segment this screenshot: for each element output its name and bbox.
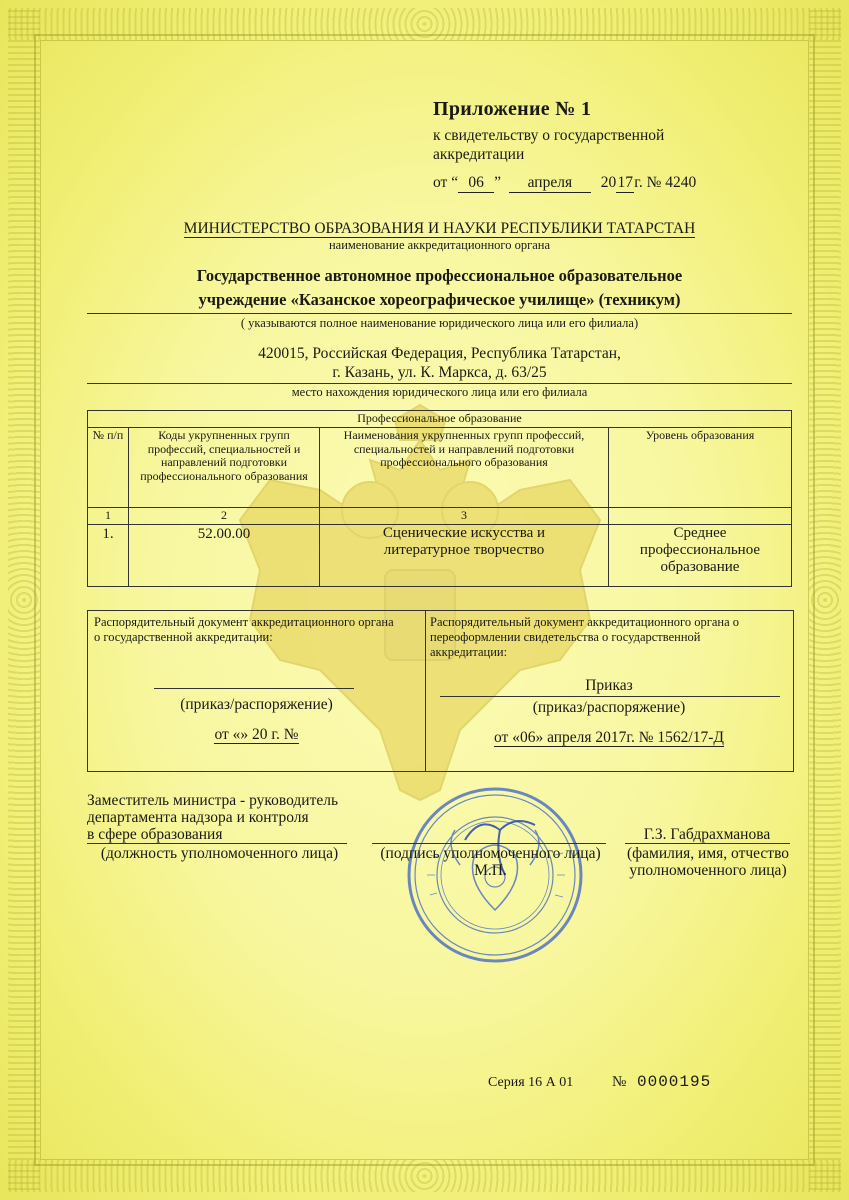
organization-caption: ( указываются полное наименование юридического лица или его филиала) <box>240 316 639 330</box>
documents-box <box>87 610 794 772</box>
authority-caption: наименование аккредитационного органа <box>328 238 551 252</box>
date-prefix: от “ <box>433 174 459 191</box>
column-number-4 <box>609 507 792 524</box>
date-line <box>433 174 696 193</box>
signature-caption: (подпись уполномоченного лица) <box>380 845 601 862</box>
column-number-2: 2 <box>129 507 320 524</box>
date-day: 06 <box>458 174 494 193</box>
right-doc-value: Приказ <box>585 677 633 694</box>
person-caption-line1: (фамилия, имя, отчество <box>626 845 790 862</box>
right-doc-type: (приказ/распоряжение) <box>532 699 686 716</box>
position-line3: в сфере образования <box>87 826 223 843</box>
position-line2: департамента надзора и контроля <box>87 809 309 826</box>
footer-number: 0000195 <box>637 1073 712 1091</box>
right-doc-title: Распорядительный документ аккредитационного органа о переоформлении свидетельства о государственной аккредитации: <box>430 615 739 659</box>
date-month: апреля <box>509 174 591 193</box>
authority-name: МИНИСТЕРСТВО ОБРАЗОВАНИЯ И НАУКИ РЕСПУБЛИКИ ТАТАРСТАН <box>183 220 696 237</box>
row-level: Среднее профессиональное образование <box>609 524 792 586</box>
position-caption: (должность уполномоченного лица) <box>100 845 339 862</box>
person-name: Г.З. Габдрахманова <box>643 826 771 843</box>
organization-name-line1: Государственное автономное профессиональное образовательное <box>196 266 683 285</box>
date-mid: ” <box>494 174 501 191</box>
header-code: Коды укрупненных групп профессий, специальностей и направлений подготовки профессионального образования <box>129 427 320 507</box>
appendix-subtitle-line1: к свидетельству о государственной <box>433 127 665 144</box>
address-underline <box>87 383 792 384</box>
person-caption-line2: уполномоченного лица) <box>629 862 787 879</box>
header-name: Наименования укрупненных групп профессий, специальностей и направлений подготовки профессионального образования <box>320 427 609 507</box>
appendix-subtitle-line2: аккредитации <box>433 146 525 163</box>
right-doc-underline <box>440 696 780 697</box>
certificate-number: 4240 <box>665 174 697 191</box>
year-prefix: 20 <box>600 174 617 191</box>
address-line2: г. Казань, ул. К. Маркса, д. 63/25 <box>332 364 547 381</box>
header-level: Уровень образования <box>609 427 792 507</box>
organization-name-line2: учреждение «Казанское хореографическое училище» (техникум) <box>198 290 681 309</box>
organization-underline <box>87 313 792 314</box>
row-name: Сценические искусства и литературное творчество <box>320 524 609 586</box>
year-suffix: 17 <box>617 174 633 191</box>
left-doc-date-text: от «» 20 г. № <box>214 726 299 743</box>
table-section-title: Профессиональное образование <box>88 411 792 428</box>
column-number-1: 1 <box>88 507 129 524</box>
education-table <box>87 410 792 587</box>
column-number-3: 3 <box>320 507 609 524</box>
left-doc-underline <box>154 688 354 689</box>
signature-underline <box>372 843 606 844</box>
left-doc-title: Распорядительный документ аккредитационного органа о государственной аккредитации: <box>94 615 394 644</box>
table-row <box>88 524 792 586</box>
row-code: 52.00.00 <box>129 524 320 586</box>
position-line1: Заместитель министра - руководитель <box>87 792 339 809</box>
left-doc-type: (приказ/распоряжение) <box>180 696 333 713</box>
authority-block <box>87 220 792 238</box>
header-num: № п/п <box>88 427 129 507</box>
right-doc-date-text: от «06» апреля 2017г. № 1562/17-Д <box>494 729 724 746</box>
right-doc-date <box>425 729 793 747</box>
series-label: Серия 16 А 01 <box>488 1075 574 1090</box>
stamp-caption: М.П. <box>474 862 507 879</box>
address-caption: место нахождения юридического лица или его филиала <box>291 385 588 399</box>
number-label: г. № <box>634 174 662 191</box>
left-doc-date <box>88 726 425 744</box>
person-underline <box>625 843 790 844</box>
address-line1: 420015, Российская Федерация, Республика Татарстан, <box>258 345 621 362</box>
row-num: 1. <box>88 524 129 586</box>
footer-number-label: № <box>612 1074 627 1090</box>
position-underline <box>87 843 347 844</box>
appendix-title: Приложение № 1 <box>433 98 592 120</box>
